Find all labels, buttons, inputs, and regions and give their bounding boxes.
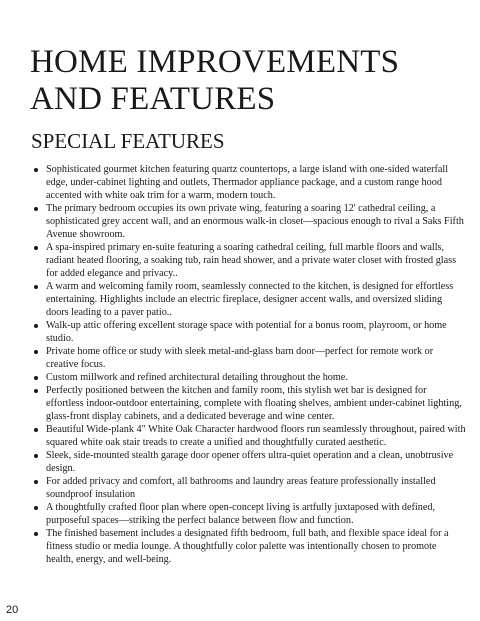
list-item: Walk-up attic offering excellent storage space with potential for a bonus room, playroom, or home studio. — [46, 319, 466, 345]
list-item: A spa-inspired primary en-suite featuring a soaring cathedral ceiling, full marble floors and walls, radiant heated flooring, a soaking tub, rain head shower, and a private water closet with frosted glass for added elegance and privacy.. — [46, 241, 466, 280]
list-item: Private home office or study with sleek metal-and-glass barn door—perfect for remote work or creative focus. — [46, 345, 466, 371]
page-number: 20 — [6, 604, 19, 616]
list-item: Beautiful Wide-plank 4" White Oak Character hardwood floors run seamlessly throughout, paired with squared white oak stair treads to create a unified and thoughtfully curated aesthetic. — [46, 424, 466, 448]
list-item: Perfectly positioned between the kitchen and family room, this stylish wet bar is designed for effortless indoor-outdoor entertaining, complete with floating shelves, ambient under-cabinet lighting, glass-front display cabinets, and a dedicated beverage and wine center. — [46, 384, 466, 423]
list-item: A thoughtfully crafted floor plan where open-concept living is artfully juxtaposed with defined, purposeful spaces—striking the perfect balance between flow and function. — [46, 501, 466, 527]
list-item: Sophisticated gourmet kitchen featuring quartz countertops, a large island with one-sided waterfall edge, under-cabinet lighting and outlets, Thermador appliance package, and a custom range hood accented with white oak trim for a warm, modern touch. — [46, 163, 466, 202]
page-title: HOME IMPROVEMENTS AND FEATURES — [30, 44, 400, 117]
feature-list — [30, 163, 466, 566]
list-item: Custom millwork and refined architectural detailing throughout the home. — [46, 371, 466, 384]
section-heading: SPECIAL FEATURES — [31, 129, 225, 153]
list-item: A warm and welcoming family room, seamlessly connected to the kitchen, is designed for effortless entertaining. Highlights include an electric fireplace, designer accent walls, and oversized sliding doors leading to a paver patio.. — [46, 280, 466, 319]
list-item: The finished basement includes a designated fifth bedroom, full bath, and flexible space ideal for a fitness studio or media lounge. A thoughtfully color palette was intentionally chosen to promote health, energy, and well-being. — [46, 527, 466, 566]
list-item: Sleek, side-mounted stealth garage door opener offers ultra-quiet operation and a clean, unobtrusive design. — [46, 449, 466, 475]
list-item: For added privacy and comfort, all bathrooms and laundry areas feature professionally installed soundproof insulation — [46, 475, 466, 501]
list-item: The primary bedroom occupies its own private wing, featuring a soaring 12' cathedral ceiling, a sophisticated grey accent wall, and an enormous walk-in closet—spacious enough to rival a Saks Fifth Avenue showroom. — [46, 202, 466, 241]
